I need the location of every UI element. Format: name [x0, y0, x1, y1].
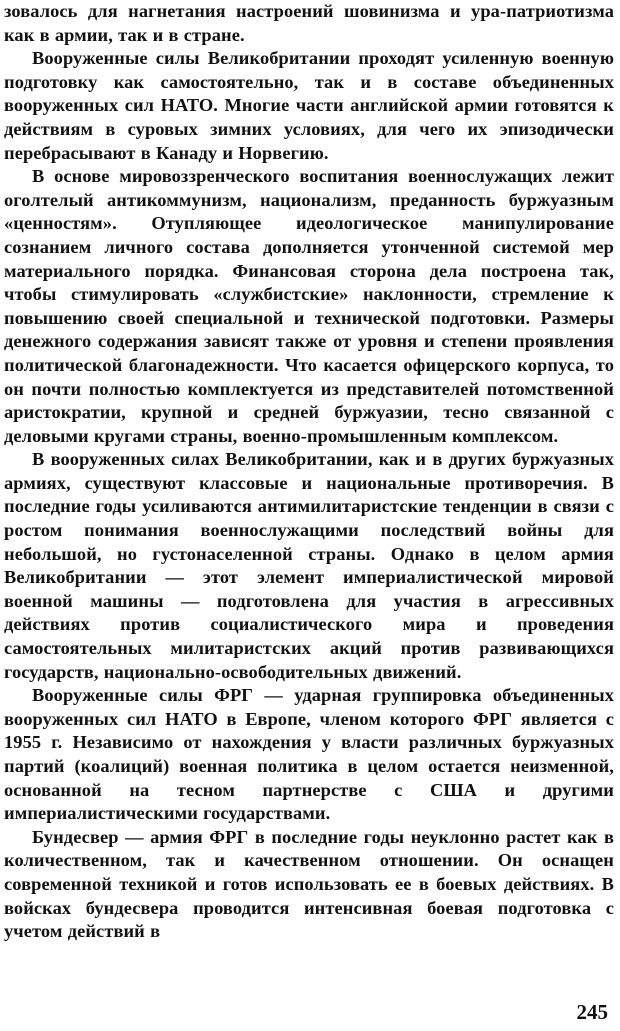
paragraph-4	[4, 448, 614, 684]
paragraph-5	[4, 684, 614, 826]
paragraph-text: — ударная группировка объединенных вооруженных сил НАТО в Европе, членом которого ФРГ является с 1955 г. Независимо от нахождения у власти различных буржуазных партий (коалиций) военная политика в целом остается неизменной, основанной на тесном партнерстве с США и другими империалистическими государствами.	[4, 685, 614, 824]
paragraph-text: В вооруженных силах Великобритании, как и в других буржуазных армиях, существуют классовые и национальные противоречия. В последние годы усиливаются антимилитаристские тенденции в связи с ростом понимания военнослужащими последствий войны для небольшой, но густонаселенной страны. Однако в целом армия Великобритании — этот элемент империалистической мировой военной машины — подготовлена для участия в агрессивных действиях против социалистического мира и проведения самостоятельных милитаристских акций против развивающихся государств, национально-освободительных движений.	[4, 449, 614, 682]
paragraph-text: В основе мировоззренческого воспитания военнослужащих лежит оголтелый антикоммунизм, национализм, преданность буржуазным «ценностям». Отупляющее идеологическое манипулирование сознанием личного состава дополняется утонченной системой мер материального порядка. Финансовая сторона дела построена так, чтобы стимулировать «службистские» наклонности, стремление к повышению своей специальной и технической подготовки. Размеры денежного содержания зависят также от уровня и степени проявления политической благонадежности. Что касается офицерского корпуса, то он почти полностью комплектуется из представителей потомственной аристократии, крупной и средней буржуазии, тесно связанной с деловыми кругами страны, военно-промышленным комплексом.	[4, 166, 614, 446]
book-page	[4, 0, 614, 1031]
paragraph-text: зовалось для нагнетания настроений шовинизма и ура-патриотизма как в армии, так и в стране.	[4, 1, 614, 45]
section-lead: Вооруженные силы ФРГ	[32, 685, 254, 706]
paragraph-6	[4, 826, 614, 944]
body-text	[4, 0, 614, 944]
paragraph-text: Бундесвер — армия ФРГ в последние годы неуклонно растет как в количественном, так и качественном отношении. Он оснащен современной техникой и готов использовать ее в боевых действиях. В войсках бундесвера проводится интенсивная боевая подготовка с учетом действий в	[4, 826, 614, 942]
page-number: 245	[576, 1000, 608, 1024]
paragraph-1	[4, 0, 614, 47]
paragraph-text: Вооруженные силы Великобритании проходят усиленную военную подготовку как самостоятельно, так и в составе объединенных вооруженных сил НАТО. Многие части английской армии готовятся к действиям в суровых зимних условиях, для чего их эпизодически перебрасывают в Канаду и Норвегию.	[4, 48, 614, 163]
paragraph-2	[4, 47, 614, 165]
paragraph-3	[4, 165, 614, 448]
